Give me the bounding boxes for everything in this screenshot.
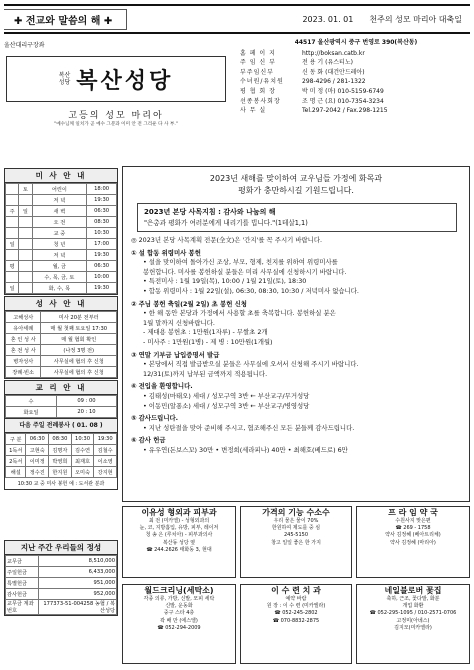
contact-row [240,49,472,59]
ad-name: 이유성 형외과 피부과 [141,508,217,517]
table-cell: 미사 20분 전부터 [41,312,117,323]
table-row [6,283,117,294]
table-cell [19,261,32,272]
table-cell: 병자성사 [6,356,41,367]
contact-key: 주 임 신 부 [240,59,276,67]
table-cell [6,272,19,283]
table-row [6,356,117,367]
table-cell [19,272,32,283]
mass-table [5,183,117,294]
contact-value: Tel.297-2042 / Fax.298-1215 [302,107,388,115]
table-cell [19,283,32,294]
notice-item [131,382,461,411]
ad-name: 네일블로버 꽃집 [384,586,442,595]
table-cell: 고현숙 [26,445,49,456]
table-row [6,396,117,407]
catechism-title: 교 리 안 내 [5,381,117,395]
table-cell: 이미정 [26,456,49,467]
table-cell: 19:30 [87,250,117,261]
duty-note: 10:30 교 중 미사 봉헌 예 : 도서관 분과 [17,481,105,487]
contact-value: http://boksan.catb.kr [302,49,365,57]
parish-name: 복산성당 [76,67,174,94]
contact-value: 전 용 기 (유스티노) [302,59,353,67]
table-cell: 사무실에 협의 후 신청 [41,356,117,367]
table-cell [19,228,32,239]
contact-row [240,68,472,78]
table-cell: 일 [6,283,19,294]
table-row [6,239,117,250]
ad-line: 각종 의류, 가방, 신발, 모피 세탁 [143,596,215,602]
year-slogan: ✚ 전교와 말씀의 해 ✚ [4,9,127,30]
ad-line: 창고 일일 좋은 한 가지 [271,539,321,546]
table-cell: 유아세례 [6,323,41,334]
finance-label: 주일헌금 [6,567,39,578]
table-cell: 화, 수, 목 [32,283,87,294]
table-cell: 17:00 [87,239,117,250]
ad-box [356,506,470,578]
notice-line: • 유우연(돈보스꼬) 30만 • 변정희(세라피나) 40만 • 최해호(베드로) 6만 [143,445,348,454]
table-cell: 강지현 [94,467,117,478]
catechism-info [4,380,118,419]
notice-title: ② 주님 봉헌 축일(2월 2일) 초 봉헌 신청 [131,299,247,308]
table-cell: 최재호 [71,456,94,467]
finance-value: 952,000 [39,589,117,600]
finance-label: 감사헌금 [6,589,39,600]
pastoral-motif [137,203,457,232]
contact-row [240,87,472,97]
ad-line: 김지모(미카엘라) [394,624,432,631]
advertisements [122,506,470,666]
ad-line: ☎ 070-8832-2875 [272,617,320,624]
table-row [6,589,117,600]
contact-key: 평 협 회 장 [240,87,276,95]
table-cell: 새 벽 [32,206,87,217]
table-row [6,261,117,272]
notice-line: • 합동 위령미사 : 1월 22일(설), 06:30, 08:30, 10:30 / 저녁미사 없습니다. [143,286,359,295]
table-row [6,250,117,261]
table-cell: 매 월 협회 확인 [41,334,117,345]
table-cell: 한지원 [49,467,72,478]
duty-roster [4,418,118,490]
table-row [6,323,117,334]
ad-line: ☎ 269 - 1758 [395,525,431,532]
masthead [4,4,470,34]
issue-date: 2023. 01. 01 [302,14,354,24]
table-cell: 수 [6,396,57,407]
finance-table [5,555,117,615]
table-cell: 사무실에 협의 후 신청 [41,367,117,378]
table-cell: 10:00 [87,272,117,283]
notice-heading: ◎ 2023년 본당 사목계획 전문(全文)은 '간지'를 꼭 주시기 바랍니다. [131,236,323,244]
table-row [6,434,117,445]
notice-line: • 본당에서 직접 발급받으실 분들은 사무실에 오셔서 신청해 주시기 바랍니다. [143,360,359,369]
ad-line: 예약 바람 [285,596,307,602]
table-cell [19,217,32,228]
patron: 고등의 성모 마리아 [68,111,164,121]
table-row [6,334,117,345]
table-cell: 일 [6,239,19,250]
ad-line: 우리 물은 물이 70% [273,518,319,524]
table-cell: 10:30 [87,228,117,239]
table-cell: 1독서 [6,445,26,456]
ad-box [240,584,352,664]
finance-label: 특별헌금 [6,578,39,589]
table-cell: 저 녁 [32,195,87,206]
table-row [6,467,117,478]
ad-line: ☎ 052-295-1095 / 010-2571-0706 [369,610,457,617]
ad-box [122,584,236,664]
table-cell: 어린이 [32,184,87,195]
table-cell: 08:30 [49,434,72,445]
table-row [6,600,117,615]
notice-item [131,300,461,348]
table-row [6,206,117,217]
new-year-greeting: 2023년 새해를 맞이하여 교우님들 가정에 화목과 평화가 충만하시길 기원드립니다. [209,174,383,195]
table-cell: 주 [6,206,19,217]
contact-row [240,77,472,87]
table-cell: 박영희 [49,456,72,467]
table-cell: 이소영 [94,456,117,467]
table-row [6,556,117,567]
table-cell: 저 녁 [32,250,87,261]
finance-label: 교무금 계좌번호 [6,600,39,615]
table-cell: 오 전 [32,217,87,228]
table-cell: 오미숙 [71,467,94,478]
notice-title: ③ 연말 기부금 납입증명서 발급 [131,350,220,359]
finance-value: 8,510,000 [39,556,117,567]
notice-item [131,414,461,433]
mass-schedule [4,168,118,295]
contact-key: 부주임신부 [240,68,274,76]
table-cell: 10:30 [71,434,94,445]
table-cell: 수, 목, 금, 토 [32,272,87,283]
table-cell: 토 [19,184,32,195]
table-cell: 06:30 [87,206,117,217]
ad-line: 수원사지 맞은편 [395,518,431,524]
notice-line: • 설을 맞이하여 돌아가신 조상, 부모, 형제, 친지를 위하여 위령미사를 [143,258,338,267]
ad-box [122,506,236,578]
table-cell: 구 분 [6,434,26,445]
contact-key: 사 무 실 [240,107,267,115]
table-cell: 청 년 [32,239,87,250]
table-row [6,407,117,418]
ad-line: 약사 김정혜 (마리아) [390,539,436,546]
ad-line: 고정미(아녜스) [396,617,430,624]
table-cell: 매 월 첫째 토요일 17:30 [41,323,117,334]
ad-box [356,584,470,664]
table-cell: 정수진 [26,467,49,478]
ad-box [240,506,352,578]
ad-line: 245-5150 [283,532,309,539]
notice-item [131,436,461,455]
notice-item [131,249,461,297]
contact-block [240,38,472,116]
table-cell: 06:30 [87,261,117,272]
contact-value: 박 미 정 (마) 010-5159-6749 [302,87,384,95]
table-row [6,272,117,283]
feast-title: 천주의 성모 마리아 대축일 [369,14,462,24]
notice-line: • 지난 성탄절을 맞아 준비해 주시고, 협조해주신 모든 분들께 감사드립니다. [143,423,355,432]
contact-value: 조 명 근 (요) 010-7354-3234 [302,97,384,105]
ad-line: 개업 화환 [402,603,424,610]
main-notices [122,166,470,502]
table-cell [6,217,19,228]
table-cell: 20 : 10 [56,407,116,418]
table-cell [19,195,32,206]
notice-title: ⑤ 감사드립니다. [131,414,179,423]
table-cell: 일 [19,206,32,217]
notice-line: - 미사주 : 1만원(1병) - 제 병 : 10만원(1개월) [143,337,273,346]
table-cell: 08:30 [87,217,117,228]
table-row [6,456,117,467]
notice-title: ⑥ 감사 헌금 [131,436,166,445]
sacrament-title: 성 사 안 내 [5,297,117,311]
finance-title: 지난 주간 우리들의 정성 [5,541,117,555]
table-row [6,445,117,456]
finance-report [4,540,118,616]
table-cell: 19:30 [87,195,117,206]
table-cell: 장례·빈소 [6,367,41,378]
table-cell: 김철수 [94,445,117,456]
address: 44517 울산광역시 중구 번영로 390(복산동) [294,39,418,46]
notice-line: • 이동민(알퐁소) 세대 / 성모구역 3반 ← 부산교구/병영성당 [143,401,310,410]
table-cell: 김수연 [71,445,94,456]
table-cell: 2독서 [6,456,26,467]
contact-key: 홈 페 이 지 [240,49,276,57]
ad-line: 최 전 (미카엘) - 성형외과의 [148,518,210,524]
notice-line: • 특전미사 : 1월 19일(목), 10:00 / 1월 21일(토), 18:30 [143,277,307,286]
ad-line: 신발, 운동화 [165,603,193,610]
table-row [6,567,117,578]
sacrament-info [4,296,118,379]
motif-title: 2023년 본당 사목지침 : 감사와 나눔의 해 [144,208,276,216]
finance-value: 177373-51-004258 농협 / 복산성당 [39,600,117,615]
ad-line: 약사 김정혜 (베아트리체) [385,532,441,539]
table-cell: 화요일 [6,407,57,418]
table-cell [6,184,19,195]
finance-value: 6,433,000 [39,567,117,578]
table-row [6,578,117,589]
table-row [6,195,117,206]
notice-line: 12/31(토)까지 납부된 금액까지 적용됩니다. [143,369,268,378]
contact-key: 선종봉사회장 [240,97,281,105]
table-row [6,345,117,356]
notice-line: - 제대용 봉헌초 : 1만원(1자루) - 무쌀초 2개 [143,328,268,337]
table-cell: 평 [6,261,19,272]
table-cell: 혼 인 성 사 [6,334,41,345]
table-cell: 19:30 [94,434,117,445]
ad-name: 월드크리닝(세탁소) [144,586,214,595]
table-cell: 해설 [6,467,26,478]
table-cell: 06:30 [26,434,49,445]
table-cell: (나정 3명 전) [41,345,117,356]
mass-title: 미 사 안 내 [5,169,117,183]
parish-logo [6,56,226,102]
ad-line: ☎ 052-294-2009 [157,624,201,631]
finance-label: 교무금 [6,556,39,567]
motif-quote: "은총과 평화가 여러분에게 내리기를 빕니다."(1테살1,1) [144,219,308,227]
duty-title: 다음 주일 전례봉사 ( 01. 08 ) [5,419,117,433]
table-cell [6,250,19,261]
table-cell: 18:00 [87,184,117,195]
table-cell: 교 중 [32,228,87,239]
contact-row [240,58,472,68]
ad-name: 프 라 임 약 국 [388,508,438,517]
table-row [6,184,117,195]
table-row [6,217,117,228]
table-cell: 09 : 00 [56,396,116,407]
ad-line: ☎ 052-245-2802 [274,610,318,617]
contact-key: 수녀원/유치원 [240,78,284,86]
finance-value: 951,000 [39,578,117,589]
table-cell: 혼 전 성 사 [6,345,41,356]
ad-line: 눈, 코, 지방흡입, 유방, 피부, 레이저 [139,525,219,532]
ad-line: 원 장 : 이 수 련 (미카엘라) [266,603,326,610]
table-cell [19,239,32,250]
table-cell [19,250,32,261]
table-cell: 월, 금 [32,261,87,272]
contact-value: 298-4296 / 281-1322 [302,78,366,86]
contact-row [240,106,472,116]
notice-title: ① 설 합동 위령미사 봉헌 [131,248,201,257]
ad-line: 복산동 성당 옆 [162,539,196,546]
diocese-label: 울산대리구장좌 [4,42,45,49]
table-cell [6,195,19,206]
notice-item [131,351,461,380]
catechism-table [5,395,117,418]
ad-line: 중구 스타 4층 [163,610,195,617]
notice-title: ④ 전입을 환영합니다. [131,382,193,391]
sacrament-table [5,311,117,378]
ad-name: 이 수 련 치 과 [271,586,321,595]
logo-small: 복산 성당 [58,72,71,86]
duty-table [5,433,117,478]
motto: "예수님께 일치가 곧 예수 그분과 이미 안 전 그리운 다 사 부." [54,122,178,127]
notice-line: 1월 말까지 신청바랍니다. [143,318,215,327]
contact-value: 신 동 화 (대건안드레아) [302,68,365,76]
ad-line: 곽 배 만 (에스엘) [160,617,198,624]
notice-line: • 한 해 동안 본당과 가정에서 사용할 초를 축복합니다. 봉헌하실 분은 [143,309,336,318]
table-row [6,228,117,239]
ad-line: 축하, 근조, 꽃다발, 화분 [386,596,440,602]
table-row [6,312,117,323]
table-cell: 고해성사 [6,312,41,323]
notice-line: • 김태성(마태오) 세대 / 성모구역 3반 ← 부산교구/무거성당 [143,391,310,400]
ad-line: 청 송 은 (루치아) - 피부과의사 [145,532,213,539]
table-row [6,367,117,378]
table-cell [6,228,19,239]
table-cell: 김명자 [49,445,72,456]
contact-row [240,97,472,107]
notice-line: 봉헌합니다. 미사를 봉헌하실 분들은 미리 사무실에 신청하시기 바랍니다. [143,267,347,276]
table-cell: 19:30 [87,283,117,294]
ad-line: ☎ 244.2626 태화동 3, 현대 [146,546,212,553]
ad-name: 가격의 기능 수소수 [262,508,330,517]
ad-line: 한원하여 제도를 중 심 [271,525,321,532]
